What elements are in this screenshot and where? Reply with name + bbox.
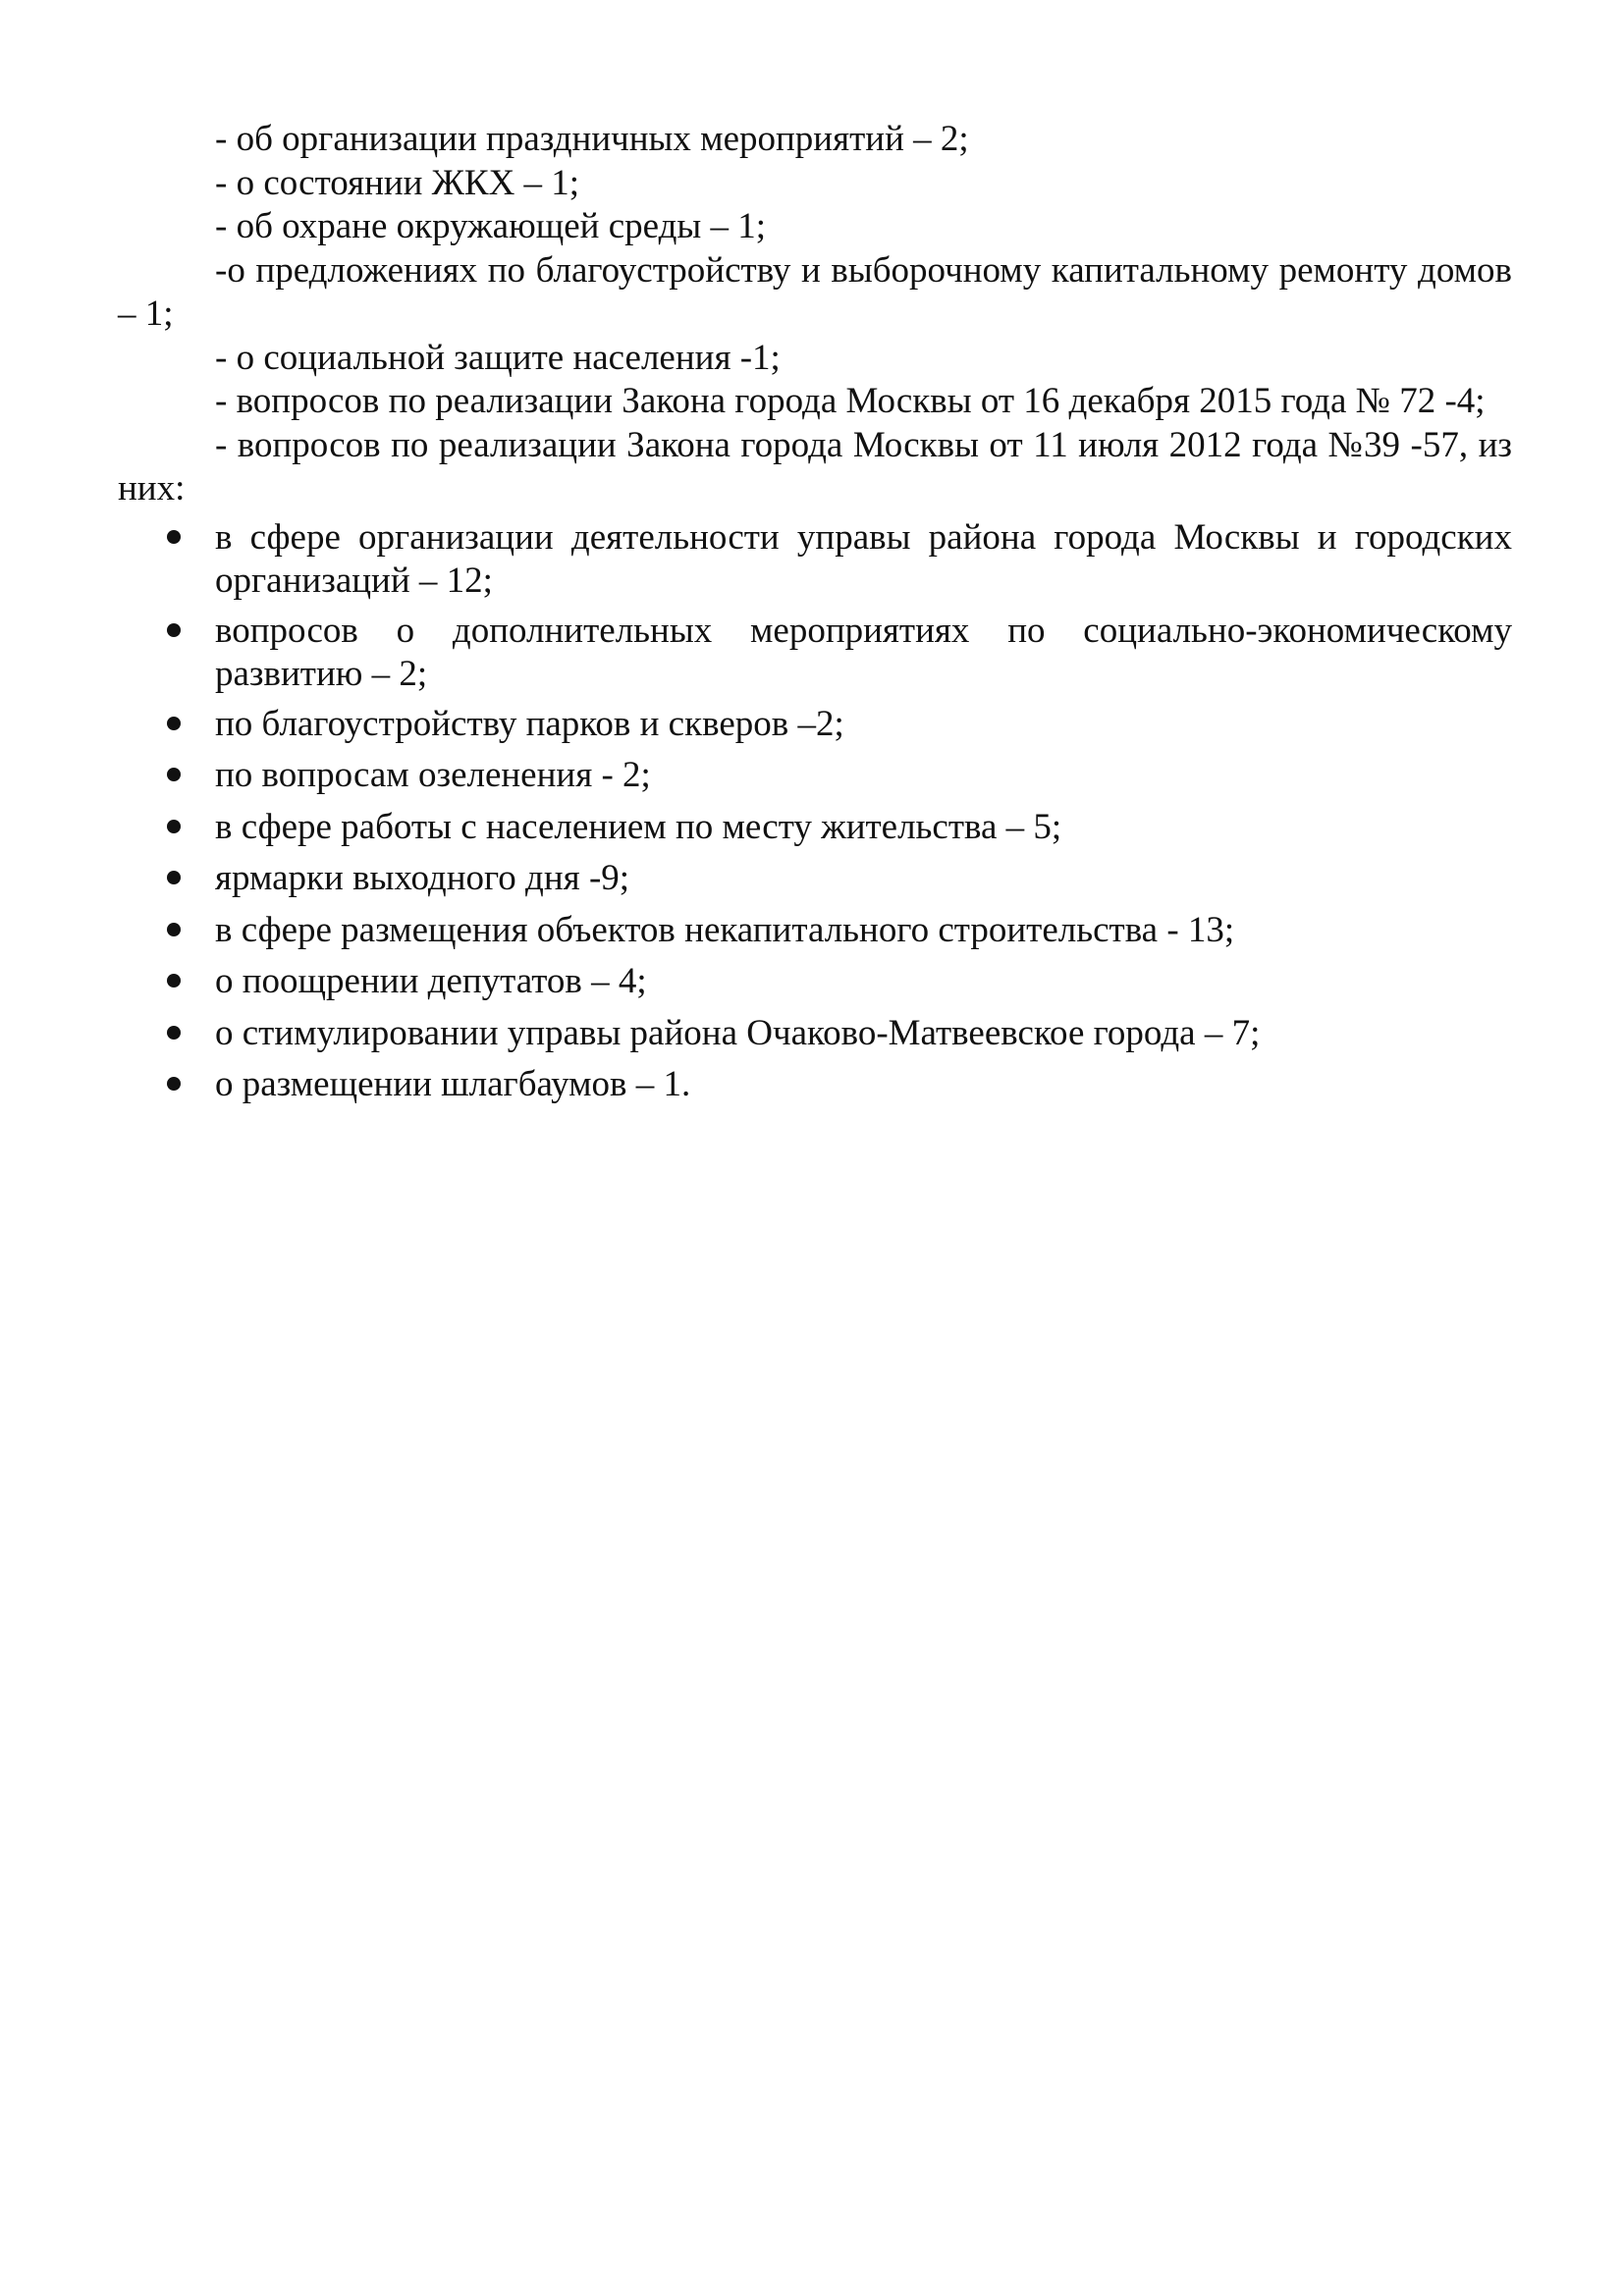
list-item-text: вопросов о дополнительных мероприятиях по социально-экономическому развитию – 2; xyxy=(215,610,1512,694)
list-item xyxy=(118,960,1512,1004)
bullet-icon xyxy=(167,768,181,781)
bullet-icon xyxy=(167,820,181,833)
bullet-icon xyxy=(167,871,181,884)
list-item-text: о стимулировании управы района Очаково-Матвеевское города – 7; xyxy=(215,1012,1261,1053)
list-item xyxy=(118,610,1512,697)
paragraph: - об организации праздничных мероприятий – 2; xyxy=(215,119,969,159)
list-item-text: в сфере организации деятельности управы района города Москвы и городских организаций – 12; xyxy=(215,516,1512,601)
bullet-icon xyxy=(167,1026,181,1040)
list-item-text: в сфере размещения объектов некапитального строительства - 13; xyxy=(215,909,1235,950)
list-item-text: в сфере работы с населением по месту жительства – 5; xyxy=(215,806,1062,847)
bullet-icon xyxy=(167,923,181,936)
list-item xyxy=(118,754,1512,798)
bullet-icon xyxy=(167,530,181,544)
list-item xyxy=(118,1063,1512,1107)
bullet-icon xyxy=(167,717,181,730)
list-item xyxy=(118,516,1512,604)
bullet-icon xyxy=(167,974,181,988)
document-body xyxy=(118,118,1512,1115)
list-item xyxy=(118,1012,1512,1056)
paragraph: - о социальной защите населения -1; xyxy=(215,337,781,378)
paragraph: - вопросов по реализации Закона города Москвы от 11 июля 2012 года №39 -57, из них: xyxy=(118,424,1512,508)
list-item xyxy=(118,806,1512,850)
bullet-icon xyxy=(167,1077,181,1091)
list-item-text: о размещении шлагбаумов – 1. xyxy=(215,1064,691,1104)
list-item xyxy=(118,857,1512,901)
bullet-list xyxy=(118,516,1512,1107)
list-item xyxy=(118,703,1512,747)
list-item-text: по вопросам озеленения - 2; xyxy=(215,755,651,795)
list-item-text: о поощрении депутатов – 4; xyxy=(215,961,647,1001)
list-item-text: по благоустройству парков и скверов –2; xyxy=(215,703,844,744)
paragraph: -о предложениях по благоустройству и выборочному капитальному ремонту домов – 1; xyxy=(118,249,1512,334)
paragraph: - вопросов по реализации Закона города Москвы от 16 декабря 2015 года № 72 -4; xyxy=(215,381,1486,421)
list-item xyxy=(118,909,1512,953)
list-item-text: ярмарки выходного дня -9; xyxy=(215,858,630,898)
paragraph: - о состоянии ЖКХ – 1; xyxy=(215,162,580,203)
paragraph: - об охране окружающей среды – 1; xyxy=(215,206,767,246)
bullet-icon xyxy=(167,623,181,637)
